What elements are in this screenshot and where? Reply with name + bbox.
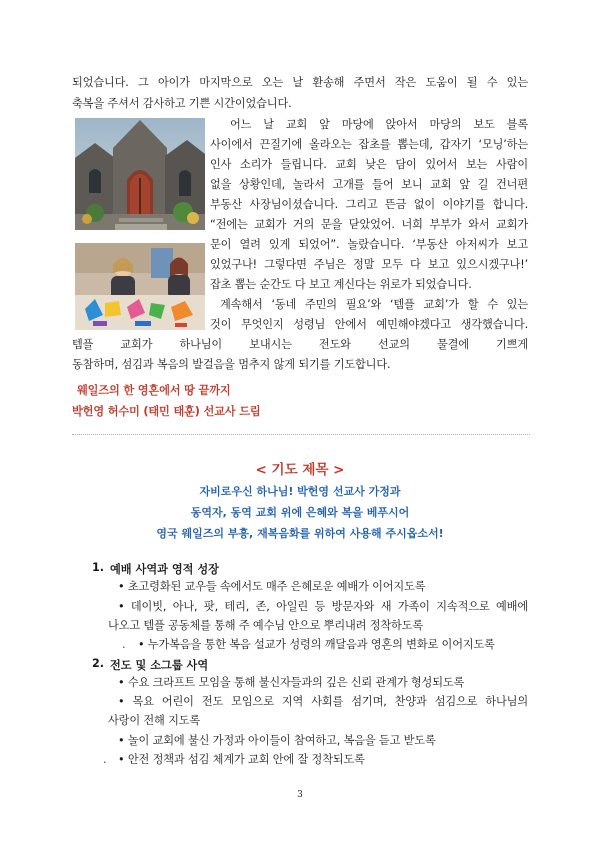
- story-line: 잡초 뽑는 순간도 다 보고 계신다는 위로가 되었습니다.: [210, 278, 472, 291]
- prayer-item: • 초고령화된 교우들 속에서도 매주 은혜로운 예배가 이어지도록: [118, 580, 426, 593]
- prayer-item: • 수요 크라프트 모임을 통해 불신자들과의 깊은 신뢰 관계가 형성되도록: [118, 676, 465, 689]
- prayer-item: 나오고 템플 공동체를 통해 주 예수님 안으로 뿌리내려 정착하도록: [108, 619, 423, 632]
- stray-dot: .: [103, 753, 107, 766]
- signature-names: 박헌영 허수미 (태민 태훈) 선교사 드림: [72, 405, 261, 418]
- section-title: 전도 및 소그룹 사역: [110, 659, 209, 672]
- section-title: 예배 사역과 영적 성장: [110, 563, 219, 576]
- story-line: 문이 열려 있게 되었어”. 놀랐습니다. ‘부동산 아저씨가 보고: [210, 238, 528, 251]
- prayer-item: • 안전 정책과 섬김 체계가 교회 안에 잘 정착되도록: [118, 753, 365, 766]
- story-line: 계속해서 ‘동네 주민의 필요’와 ‘템플 교회’가 할 수 있는: [220, 298, 528, 311]
- prayer-item: 사랑이 전해 지도록: [108, 714, 201, 727]
- prayer-heading: < 기도 제목 >: [255, 462, 345, 478]
- stray-dot: .: [122, 638, 126, 651]
- prayer-item: • 놀이 교회에 불신 가정과 아이들이 참여하고, 복음을 듣고 받도록: [118, 734, 436, 747]
- church-photo: [75, 118, 205, 230]
- story-line: 것이 무엇인지 성령님 안에서 예민해야겠다고 생각했습니다.: [210, 318, 528, 331]
- story-line: 인사 소리가 들립니다. 교회 낮은 담이 있어서 보는 사람이: [210, 158, 528, 171]
- story-line: 없을 상황인데, 놀라서 고개를 들어 보니 교회 앞 길 건너편: [210, 178, 528, 191]
- prayer-item: • 누가복음을 통한 복음 설교가 성령의 깨달음과 영혼의 변화로 이어지도록: [138, 638, 495, 651]
- prayer-intro-line: 자비로우신 하나님! 박헌영 선교사 가정과: [199, 485, 401, 498]
- story-line: 축복을 주셔서 감사하고 기쁜 시간이었습니다.: [72, 97, 292, 110]
- prayer-intro-line: 영국 웨일즈의 부흥, 재복음화를 위하여 사용해 주시옵소서!: [156, 527, 444, 540]
- page-number: 3: [297, 790, 303, 800]
- story-line: 어느 날 교회 앞 마당에 앉아서 마당의 보도 블록: [230, 118, 528, 131]
- prayer-intro-line: 동역자, 동역 교회 위에 은혜와 복을 베푸시어: [190, 506, 410, 519]
- signature-motto: 웨일즈의 한 영혼에서 땅 끝까지: [77, 384, 231, 397]
- story-line: 사이에서 끈질기에 올라오는 잡초를 뽑는데, 갑자기 ‘모닝’하는: [210, 138, 528, 151]
- prayer-item: • 데이빗, 아나, 팟, 테리, 존, 아일린 등 방문자와 새 가족이 지속적으로 예배에: [118, 600, 528, 613]
- story-line: 템플 교회가 하나님이 보내시는 전도와 선교의 물결에 기쁘게: [72, 338, 528, 351]
- story-line: 동참하며, 섬김과 복음의 발걸음을 멈추지 않게 되기를 기도합니다.: [72, 358, 391, 371]
- craft-group-photo: [75, 243, 205, 330]
- story-line: “전에는 교회가 거의 문을 닫았었어. 너희 부부가 와서 교회가: [210, 218, 528, 231]
- story-line: 부동산 사장님이셨습니다. 그리고 뜬금 없이 이야기를 합니다.: [210, 198, 528, 211]
- story-line: 있었구나! 그렇다면 주님은 정말 모두 다 보고 있으시겠구나!’: [210, 258, 528, 271]
- section-number: 1.: [92, 561, 105, 574]
- story-line: 되었습니다. 그 아이가 마지막으로 오는 날 환송해 주면서 작은 도움이 될 수 있는: [72, 76, 528, 89]
- section-divider: [72, 434, 530, 435]
- prayer-item: • 목요 어린이 전도 모임으로 지역 사회를 섬기며, 찬양과 섬김으로 하나님의: [118, 695, 528, 708]
- section-number: 2.: [92, 657, 105, 670]
